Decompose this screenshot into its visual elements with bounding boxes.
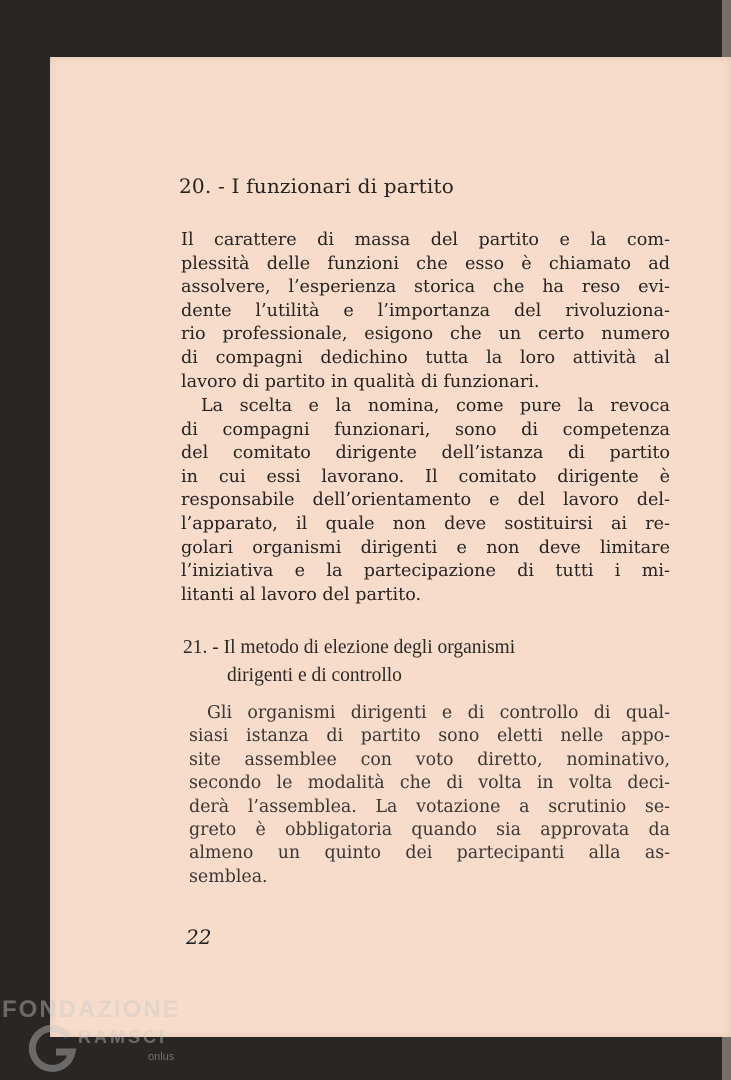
text-line: di compagni funzionari, sono di competenza <box>181 419 670 440</box>
text-line: Il carattere di massa del partito e la com- <box>181 230 670 250</box>
watermark-line-3: onlus <box>148 1051 175 1063</box>
watermark-line-1: FONDAZIONE <box>2 996 181 1023</box>
page-number: 22 <box>186 925 212 949</box>
text-line: lavoro di partito in qualità di funzionari. <box>181 371 540 392</box>
text-line: plessità delle funzioni che esso è chiamato ad <box>181 253 670 274</box>
text-line: in cui essi lavorano. Il comitato dirigente è <box>181 466 670 487</box>
text-line: del comitato dirigente dell’istanza di partito <box>181 443 670 464</box>
g-logo-icon <box>28 1022 80 1074</box>
watermark-line-2: RAMSCI <box>78 1027 167 1047</box>
text-line: di compagni dedichino tutta la loro attività al <box>181 347 670 368</box>
section-21-heading <box>183 634 515 690</box>
text-line: responsabile dell’orientamento e del lavoro del- <box>181 490 670 511</box>
text-line: site assemblee con voto diretto, nominativo, <box>189 749 670 770</box>
text-line: Gli organismi dirigenti e di controllo di qual- <box>207 703 670 723</box>
section-20-paragraph-2 <box>181 395 670 607</box>
watermark-logo <box>0 996 190 1076</box>
text-line: almeno un quinto dei partecipanti alla as- <box>189 843 670 864</box>
section-21-paragraph-1 <box>189 702 670 889</box>
text-line: La scelta e la nomina, come pure la revoca <box>201 396 670 416</box>
heading-line: dirigenti e di controllo <box>227 665 402 686</box>
text-line: l’apparato, il quale non deve sostituirsi ai re- <box>181 513 670 534</box>
text-line: derà l’assemblea. La votazione a scrutinio se- <box>189 796 670 817</box>
section-20-paragraph-1 <box>181 229 670 394</box>
text-line: siasi istanza di partito sono eletti nelle appo- <box>189 726 670 747</box>
text-line: l’iniziativa e la partecipazione di tutti i mi- <box>181 561 670 582</box>
text-line: semblea. <box>189 866 268 887</box>
text-line: secondo le modalità che di volta in volta deci- <box>189 773 670 794</box>
text-line: golari organismi dirigenti e non deve limitare <box>181 537 670 558</box>
text-line: assolvere, l’esperienza storica che ha reso evi- <box>181 277 670 298</box>
section-20-heading: 20. - I funzionari di partito <box>179 174 454 198</box>
heading-line: 21. - Il metodo di elezione degli organismi <box>183 637 516 658</box>
text-line: litanti al lavoro del partito. <box>181 584 422 605</box>
text-line: greto è obbligatoria quando sia approvata da <box>189 820 670 841</box>
text-line: rio professionale, esigono che un certo numero <box>181 324 670 345</box>
text-line: dente l’utilità e l’importanza del rivoluziona- <box>181 300 670 321</box>
